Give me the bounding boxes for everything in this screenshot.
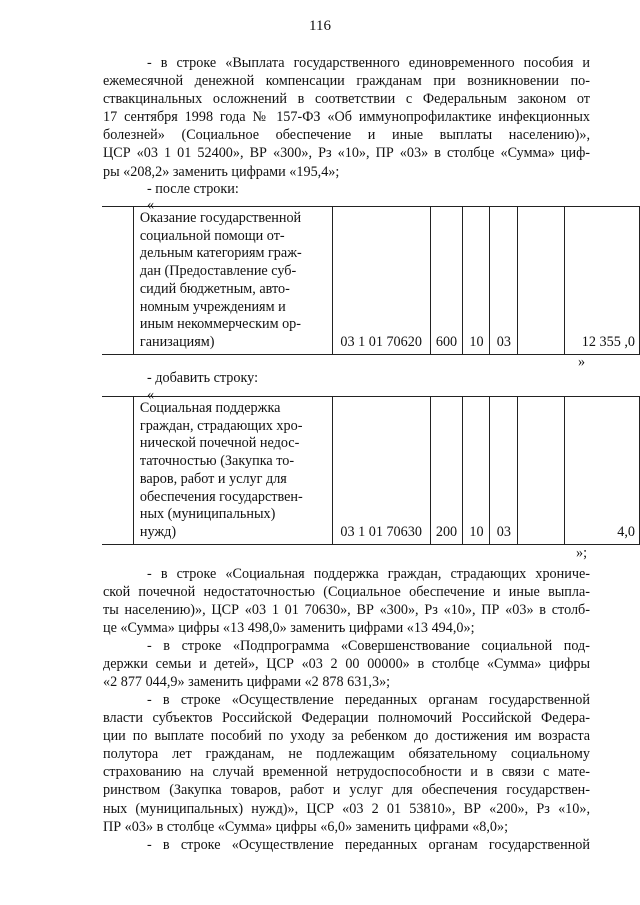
budget-row-table-1 — [102, 206, 640, 355]
text-line: страхованию на случай временной нетрудоспособности и в связи с мате- — [103, 764, 590, 781]
empty-cell — [102, 207, 133, 355]
row-name-cell — [133, 397, 332, 545]
row-name-line: сидий бюджетным, авто- — [139, 280, 290, 297]
text-line: ЦСР «03 1 01 52400», ВР «300», Рз «10», ПР «03» в столбце «Сумма» циф- — [103, 145, 590, 162]
empty-cell — [102, 397, 133, 545]
row-name-line: обеспечения государствен- — [139, 488, 303, 505]
csr-cell: 03 1 01 70620 — [332, 207, 430, 355]
text-line: власти субъектов Российской Федерации полномочий Российской Федера- — [103, 710, 590, 727]
row-name-line: Оказание государственной — [139, 210, 302, 226]
row-name-line: граждан, страдающих хро- — [139, 417, 303, 434]
empty-cell — [518, 207, 565, 355]
row-name-line: варов, работ и услуг для — [139, 470, 287, 487]
budget-row-table-2 — [102, 396, 640, 545]
text-line: ции по выплате пособий по уходу за ребенком до достижения им возраста — [103, 728, 590, 745]
pr-cell: 03 — [490, 207, 518, 355]
text-line: ежемесячной денежной компенсации гражданам при возникновении по- — [103, 73, 590, 90]
text-line: ской почечной недостаточностью (Социальное обеспечение и иные выпла- — [103, 584, 590, 601]
row-name-line: дан (Предоставление суб- — [139, 263, 297, 280]
row-name-line: номным учреждениям и — [139, 298, 286, 315]
row-name-line: ганизациям) — [139, 333, 215, 350]
instruction-after-row: - после строки: — [147, 181, 239, 197]
text-line: ПР «03» в столбце «Сумма» цифры «6,0» заменить цифрами «8,0»; — [103, 818, 509, 835]
instruction-add-row: - добавить строку: — [147, 370, 259, 386]
row-name-line: социальной помощи от- — [139, 227, 285, 244]
text-line: - в строке «Осуществление переданных органам государственной — [147, 692, 590, 708]
text-line: це «Сумма» цифры «13 498,0» заменить цифрами «13 494,0»; — [103, 620, 475, 637]
row-name-cell — [133, 207, 332, 355]
paragraph-5 — [103, 836, 590, 854]
table-row — [102, 397, 640, 545]
row-name-line: дельным категориям граж- — [139, 245, 302, 262]
close-quote: »; — [576, 545, 588, 561]
text-line: держки семьи и детей», ЦСР «03 2 00 00000» в столбце «Сумма» цифры — [103, 656, 590, 673]
sum-cell: 12 355 ,0 — [565, 207, 640, 355]
text-line: - в строке «Осуществление переданных органам государственной — [147, 837, 590, 853]
rz-cell: 10 — [463, 207, 490, 355]
row-name-line: Социальная поддержка — [139, 400, 281, 416]
text-line: ствакцинальных осложнений в соответствии с Федеральным законом от — [103, 91, 590, 108]
vr-cell: 200 — [430, 397, 463, 545]
pr-cell: 03 — [490, 397, 518, 545]
paragraph-1 — [103, 54, 590, 181]
row-name-line: нической почечной недос- — [139, 435, 300, 452]
close-quote: » — [578, 354, 586, 370]
open-quote: « — [147, 197, 155, 213]
row-name-line: нужд) — [139, 523, 177, 540]
text-line: ты населению)», ЦСР «03 1 01 70630», ВР «300», Рз «10», ПР «03» в столб- — [103, 602, 590, 619]
text-line: полутора лет гражданам, не подлежащим обязательному социальному — [103, 746, 590, 763]
text-line: «2 877 044,9» заменить цифрами «2 878 631,3»; — [103, 674, 391, 691]
text-line: - в строке «Выплата государственного единовременного пособия и — [147, 55, 590, 71]
text-line: - в строке «Социальная поддержка граждан, страдающих хрониче- — [147, 566, 590, 582]
open-quote: « — [147, 387, 155, 403]
paragraph-4 — [103, 691, 590, 836]
row-name-line: ных (муниципальных) — [139, 506, 276, 523]
rz-cell: 10 — [463, 397, 490, 545]
vr-cell: 600 — [430, 207, 463, 355]
row-name-line: иным некоммерческим ор- — [139, 316, 302, 333]
paragraph-3 — [103, 637, 590, 691]
text-line: болезней» (Социальное обеспечение и иные выплаты населению)», — [103, 127, 590, 144]
text-line: ринством (Закупка товаров, работ и услуг для обеспечения государствен- — [103, 782, 590, 799]
empty-cell — [518, 397, 565, 545]
page-number: 116 — [309, 18, 331, 34]
text-line: ры «208,2» заменить цифрами «195,4»; — [103, 163, 340, 180]
csr-cell: 03 1 01 70630 — [332, 397, 430, 545]
row-name-line: таточностью (Закупка то- — [139, 453, 295, 470]
sum-cell: 4,0 — [565, 397, 640, 545]
text-line: 17 сентября 1998 года № 157-ФЗ «Об иммунопрофилактике инфекционных — [103, 109, 590, 126]
text-line: ных (муниципальных) нужд)», ЦСР «03 2 01 53810», ВР «200», Рз «10», — [103, 800, 590, 817]
paragraph-2 — [103, 565, 590, 637]
table-row — [102, 207, 640, 355]
text-line: - в строке «Подпрограмма «Совершенствование социальной под- — [147, 638, 590, 654]
